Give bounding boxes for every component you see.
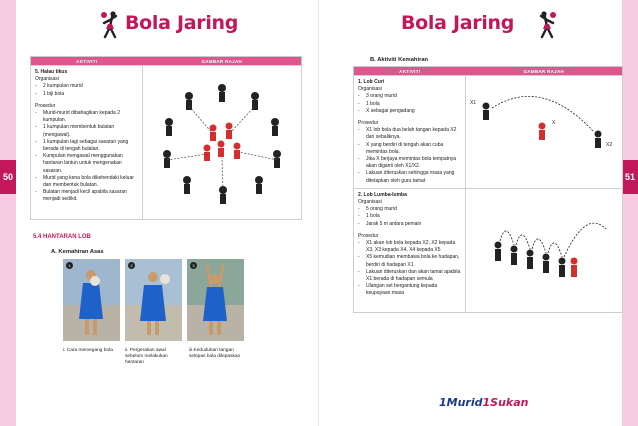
list-item: - Jika X berjaya memintas bola tempatnya akan diganti oleh X1/X2. <box>358 156 457 170</box>
activity-table-right <box>353 66 623 313</box>
photo-step-3 <box>187 259 244 341</box>
lob-lumba-diagram <box>466 189 622 307</box>
list-item: - 3 orang murid <box>358 93 397 100</box>
header-image: GAMBAR RAJAH <box>466 67 623 76</box>
list-item: - 1 kumpulan lagi sebagai sasaran yang berada di tengah bulatan. <box>35 138 129 153</box>
player-x1 <box>483 103 490 121</box>
section-heading-hantaran-lob: 5.4 HANTARAN LOB <box>33 234 91 240</box>
netball-player-logo-icon <box>98 10 122 40</box>
list-item: - 1 bola <box>358 100 380 107</box>
caption-step-3: iii.Kedudukan tangan selepas bola dilepaskan <box>189 348 241 359</box>
left-side-band <box>0 0 16 426</box>
list-item: - X1 lob bola dua belah tangan kepada X2 dan sebaliknya. <box>358 127 457 141</box>
label-x1: X1 <box>470 100 477 106</box>
procedure-label: Prosedur <box>35 102 56 109</box>
lob-curi-diagram <box>466 76 622 180</box>
caption-step-1: i. Cara memegang bola <box>63 348 113 353</box>
organisation-label: Organisasi <box>358 199 382 206</box>
header-image: GAMBAR RAJAH <box>143 57 302 66</box>
activity-halau-tikus <box>31 66 142 207</box>
activity-table-left <box>30 56 302 220</box>
step-number-badge: 2 <box>128 262 135 269</box>
subsection-aktiviti-kemahiran: B. Aktiviti Kemahiran <box>370 57 429 63</box>
subsection-kemahiran-asas: A. Kemahiran Asas <box>51 249 104 255</box>
brand-title-left: Bola Jaring <box>125 12 239 34</box>
footer-1murid-1sukan-logo: 1Murid1Sukan <box>439 396 529 409</box>
list-item: - 1 kumpulan membentuk bulatan (mengawal). <box>35 124 115 138</box>
label-x2: X2 <box>606 142 613 148</box>
step-number-badge: 1 <box>66 262 73 269</box>
target-players <box>204 123 241 162</box>
organisation-label: Organisasi <box>35 76 59 83</box>
list-item: - 2 kumpulan murid <box>35 83 83 90</box>
activity-title: 5. Halau tikus <box>35 69 68 75</box>
circle-formation-diagram <box>143 66 301 214</box>
organisation-label: Organisasi <box>358 86 382 93</box>
page-number-left: 50 <box>0 160 16 194</box>
player-row <box>495 241 566 277</box>
list-item: - 1 bola <box>358 213 380 220</box>
list-item: - Murid yang kena bola dikehendaki keluar dan membentuk bulatan. <box>35 174 134 189</box>
list-item: - X sebagai pengadang <box>358 107 415 114</box>
activity-title: 2. Lob Lumba-lumba <box>358 191 407 198</box>
netball-player-logo-icon <box>535 10 559 40</box>
label-x: X <box>552 120 556 126</box>
page-number-right: 51 <box>622 160 638 194</box>
list-item: - 5 orang murid <box>358 206 397 213</box>
list-item: - X5 kemudian membawa bola ke hadapan, berdiri di hadapan X1 <box>358 254 460 268</box>
procedure-label: Prosedur <box>358 232 379 239</box>
player-x2 <box>595 131 602 149</box>
right-page <box>319 0 638 426</box>
photo-step-2 <box>125 259 182 341</box>
caption-step-2: ii. Pergerakan awal sebelum melakukan hantaran <box>125 348 168 365</box>
activity-lob-lumba-lumba <box>354 189 465 301</box>
list-item: - Lakuan diteruskan sehingga masa yang ditetapkan oleh guru tamat <box>358 170 455 184</box>
brand-title-right: Bola Jaring <box>401 12 515 34</box>
activity-title: 1. Lob Curi <box>358 79 385 85</box>
list-item: - Lakuan diteruskan dan akan tamat apabila X1 berada di hadapan semula <box>358 268 461 283</box>
list-item: - X1 akan lob bola kepada X2, X2 kepada X3, X3 kepada X4, X4 kepada X5 <box>358 240 456 254</box>
right-side-band <box>622 0 638 426</box>
header-activity: AKTIVITI <box>354 67 466 76</box>
step-number-badge: 3 <box>190 262 197 269</box>
activity-lob-curi <box>354 76 465 188</box>
leading-player <box>571 257 578 264</box>
list-item: - Ulangan set bergantung kepada keupayaan masa <box>358 283 438 297</box>
procedure-label: Prosedur <box>358 120 379 127</box>
list-item: - Kumpulan mengawal menggunakan hantaran lantun untuk mengenakan sasaran. <box>35 153 123 174</box>
photo-step-1 <box>63 259 120 341</box>
list-item: - 1 biji bola <box>35 90 65 97</box>
header-activity: AKTIVITI <box>31 57 143 66</box>
list-item: - Murid-murid dibahagikan kepada 2 kumpulan. <box>35 110 120 124</box>
player-x-interceptor <box>539 123 546 141</box>
list-item: - Bulatan menjadi kecil apabila sasaran menjadi sedikit. <box>35 189 127 203</box>
list-item: - Jarak 5 m antara pemain <box>358 220 422 227</box>
list-item: - X yang berdiri di tengah akan cuba memintas bola. <box>358 141 444 155</box>
